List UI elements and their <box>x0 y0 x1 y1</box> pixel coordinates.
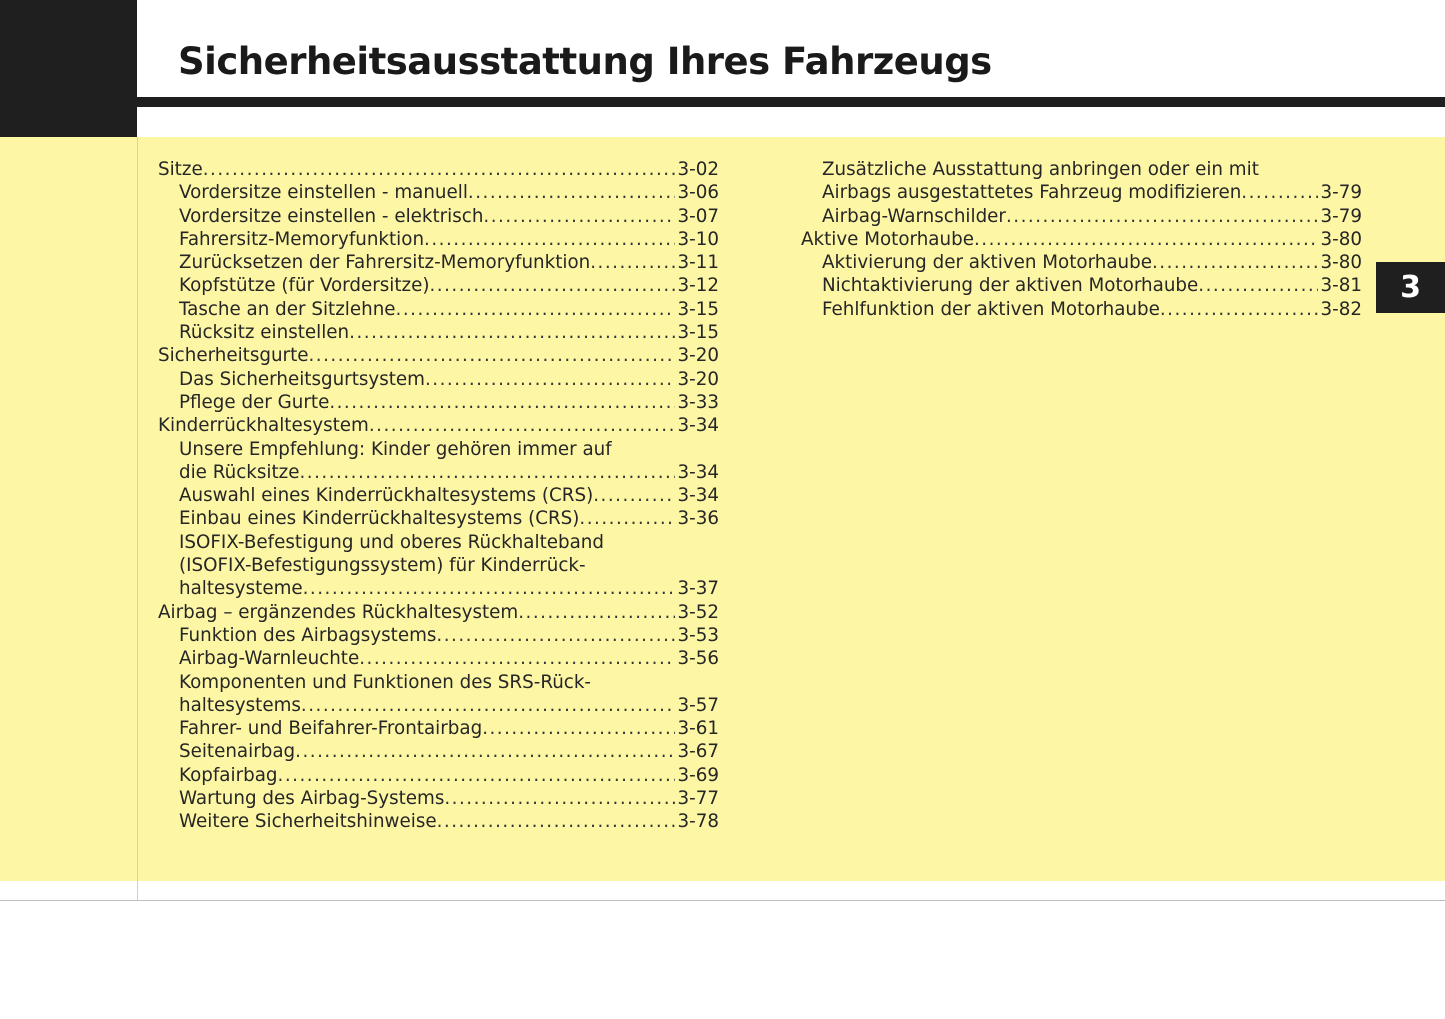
dot-leader <box>424 228 674 251</box>
toc-entry[interactable] <box>801 205 1362 228</box>
toc-entry-label: Weitere Sicherheitshinweise <box>179 811 437 833</box>
toc-entry-page: 3-80 <box>1320 252 1362 274</box>
toc-right-column <box>801 158 1362 321</box>
dot-leader <box>1006 205 1318 228</box>
dot-leader <box>299 461 674 484</box>
toc-entry[interactable] <box>158 554 719 577</box>
dot-leader <box>518 601 674 624</box>
toc-entry-page: 3-79 <box>1320 182 1362 204</box>
toc-entry-page: 3-02 <box>677 159 719 180</box>
dot-leader <box>483 205 674 228</box>
toc-entry-label: Funktion des Airbagsystems <box>179 624 437 646</box>
toc-entry-label: Zurücksetzen der Fahrersitz-Memoryfunktion <box>179 252 591 274</box>
toc-entry[interactable] <box>158 228 719 251</box>
toc-entry-label: Aktivierung der aktiven Motorhaube <box>822 252 1152 274</box>
toc-entry[interactable] <box>158 647 719 670</box>
margin-divider <box>137 137 138 901</box>
dot-leader <box>436 624 674 647</box>
toc-entry[interactable] <box>158 531 719 554</box>
toc-entry-label: Seitenairbag <box>179 741 296 763</box>
dot-leader <box>396 298 675 321</box>
toc-entry[interactable] <box>158 671 719 694</box>
toc-entry[interactable] <box>158 344 719 367</box>
toc-entry-page: 3-80 <box>1320 228 1362 250</box>
toc-entry-page: 3-67 <box>677 741 719 763</box>
toc-entry-label: Kopfstütze (für Vordersitze) <box>179 275 430 297</box>
dot-leader <box>1160 298 1318 321</box>
toc-entry[interactable] <box>801 228 1362 251</box>
dot-leader <box>303 577 675 600</box>
toc-entry[interactable] <box>158 181 719 204</box>
toc-entry-page: 3-11 <box>677 252 719 274</box>
dot-leader <box>590 251 674 274</box>
toc-entry-label: Airbag – ergänzendes Rückhaltesystem <box>158 601 519 623</box>
toc-entry[interactable] <box>801 181 1362 204</box>
toc-entry[interactable] <box>158 764 719 787</box>
toc-entry-label: Fahrer- und Beifahrer-Frontairbag <box>179 718 483 740</box>
toc-entry-label: Nichtaktivierung der aktiven Motorhaube <box>822 275 1199 297</box>
toc-entry-label: Komponenten und Funktionen des SRS-Rück- <box>179 671 592 693</box>
toc-entry-label: Tasche an der Sitzlehne <box>179 298 396 320</box>
toc-entry-page: 3-57 <box>677 694 719 716</box>
toc-entry-page: 3-34 <box>677 415 719 437</box>
toc-entry-label: Das Sicherheitsgurtsystem <box>179 368 425 390</box>
dot-leader <box>329 391 674 414</box>
toc-entry-page: 3-79 <box>1320 205 1362 227</box>
dot-leader <box>468 181 675 204</box>
toc-entry[interactable] <box>158 438 719 461</box>
page-title: Sicherheitsausstattung Ihres Fahrzeugs <box>178 40 992 83</box>
toc-entry[interactable] <box>158 694 719 717</box>
dot-leader <box>301 694 675 717</box>
toc-entry[interactable] <box>158 624 719 647</box>
dot-leader <box>1152 251 1318 274</box>
toc-entry[interactable] <box>158 577 719 600</box>
toc-entry-label: Kinderrückhaltesystem <box>158 415 369 437</box>
dot-leader <box>295 740 674 763</box>
toc-entry-label: Fahrersitz-Memoryfunktion <box>179 228 425 250</box>
toc-entry-label: Unsere Empfehlung: Kinder gehören immer auf <box>179 438 612 460</box>
toc-entry-page: 3-36 <box>677 508 719 530</box>
toc-entry[interactable] <box>158 717 719 740</box>
toc-entry-page: 3-34 <box>677 461 719 483</box>
toc-entry-page: 3-81 <box>1320 275 1362 297</box>
dot-leader <box>429 274 674 297</box>
toc-entry-label: Zusätzliche Ausstattung anbringen oder ein mit <box>822 159 1259 180</box>
toc-entry-page: 3-20 <box>677 345 719 367</box>
toc-left-column <box>158 158 719 834</box>
dot-leader <box>1198 274 1317 297</box>
dot-leader <box>359 647 674 670</box>
toc-entry-page: 3-07 <box>677 205 719 227</box>
toc-entry-label: die Rücksitze <box>179 461 300 483</box>
toc-entry-label: haltesystems <box>179 694 301 716</box>
toc-entry-label: Rücksitz einstellen <box>179 322 350 344</box>
toc-entry-page: 3-82 <box>1320 298 1362 320</box>
toc-entry-page: 3-53 <box>677 624 719 646</box>
toc-entry-page: 3-34 <box>677 485 719 507</box>
toc-entry-label: Auswahl eines Kinderrückhaltesystems (CRS) <box>179 485 594 507</box>
toc-entry[interactable] <box>158 391 719 414</box>
toc-entry-label: haltesysteme <box>179 578 303 600</box>
toc-entry[interactable] <box>158 158 719 181</box>
toc-entry[interactable] <box>158 461 719 484</box>
toc-entry[interactable] <box>158 368 719 391</box>
dot-leader <box>369 414 675 437</box>
toc-entry-label: (ISOFIX-Befestigungssystem) für Kinderrück- <box>179 555 586 577</box>
dot-leader <box>1241 181 1317 204</box>
dot-leader <box>309 344 675 367</box>
toc-entry[interactable] <box>158 205 719 228</box>
toc-entry[interactable] <box>158 414 719 437</box>
corner-block <box>0 0 137 137</box>
dot-leader <box>579 507 674 530</box>
toc-entry-page: 3-56 <box>677 648 719 670</box>
toc-entry-page: 3-52 <box>677 601 719 623</box>
toc-entry-label: Pflege der Gurte <box>179 391 330 413</box>
toc-entry-page: 3-33 <box>677 391 719 413</box>
toc-entry-page: 3-20 <box>677 368 719 390</box>
toc-entry[interactable] <box>158 810 719 833</box>
toc-entry[interactable] <box>801 251 1362 274</box>
toc-entry[interactable] <box>158 298 719 321</box>
toc-entry-label: Vordersitze einstellen - manuell <box>179 182 468 204</box>
toc-entry[interactable] <box>158 274 719 297</box>
toc-entry[interactable] <box>158 484 719 507</box>
dot-leader <box>974 228 1318 251</box>
toc-entry-page: 3-78 <box>677 811 719 833</box>
dot-leader <box>203 158 675 181</box>
title-rule <box>137 97 1445 107</box>
chapter-tab[interactable]: 3 <box>1376 262 1445 313</box>
toc-entry-label: Sitze <box>158 159 203 180</box>
dot-leader <box>437 810 675 833</box>
toc-entry-page: 3-12 <box>677 275 719 297</box>
toc-entry-page: 3-69 <box>677 764 719 786</box>
toc-entry[interactable] <box>158 740 719 763</box>
toc-entry[interactable] <box>801 158 1362 181</box>
toc-entry[interactable] <box>158 601 719 624</box>
toc-entry[interactable] <box>158 251 719 274</box>
toc-entry-label: Airbag-Warnschilder <box>822 205 1006 227</box>
toc-entry[interactable] <box>158 507 719 530</box>
toc-entry-label: Airbags ausgestattetes Fahrzeug modifizieren <box>822 182 1242 204</box>
toc-entry[interactable] <box>158 787 719 810</box>
toc-entry-label: Vordersitze einstellen - elektrisch <box>179 205 484 227</box>
footer-rule <box>0 900 1445 901</box>
toc-entry-label: Aktive Motorhaube <box>801 228 974 250</box>
toc-entry-page: 3-37 <box>677 578 719 600</box>
toc-entry-page: 3-61 <box>677 718 719 740</box>
toc-entry[interactable] <box>801 298 1362 321</box>
dot-leader <box>278 764 675 787</box>
toc-entry-label: Einbau eines Kinderrückhaltesystems (CRS) <box>179 508 580 530</box>
dot-leader <box>593 484 674 507</box>
dot-leader <box>482 717 674 740</box>
toc-entry-label: ISOFIX-Befestigung und oberes Rückhalteband <box>179 531 604 553</box>
dot-leader <box>444 787 674 810</box>
toc-entry[interactable] <box>801 274 1362 297</box>
toc-entry-label: Kopfairbag <box>179 764 278 786</box>
toc-entry-page: 3-15 <box>677 322 719 344</box>
dot-leader <box>349 321 674 344</box>
toc-entry-page: 3-06 <box>677 182 719 204</box>
toc-entry-label: Fehlfunktion der aktiven Motorhaube <box>822 298 1160 320</box>
toc-entry-page: 3-77 <box>677 788 719 810</box>
toc-entry-label: Wartung des Airbag-Systems <box>179 788 445 810</box>
toc-entry[interactable] <box>158 321 719 344</box>
toc-entry-page: 3-15 <box>677 298 719 320</box>
toc-entry-page: 3-10 <box>677 228 719 250</box>
dot-leader <box>425 368 675 391</box>
toc-entry-label: Sicherheitsgurte <box>158 345 309 367</box>
toc-entry-label: Airbag-Warnleuchte <box>179 648 360 670</box>
